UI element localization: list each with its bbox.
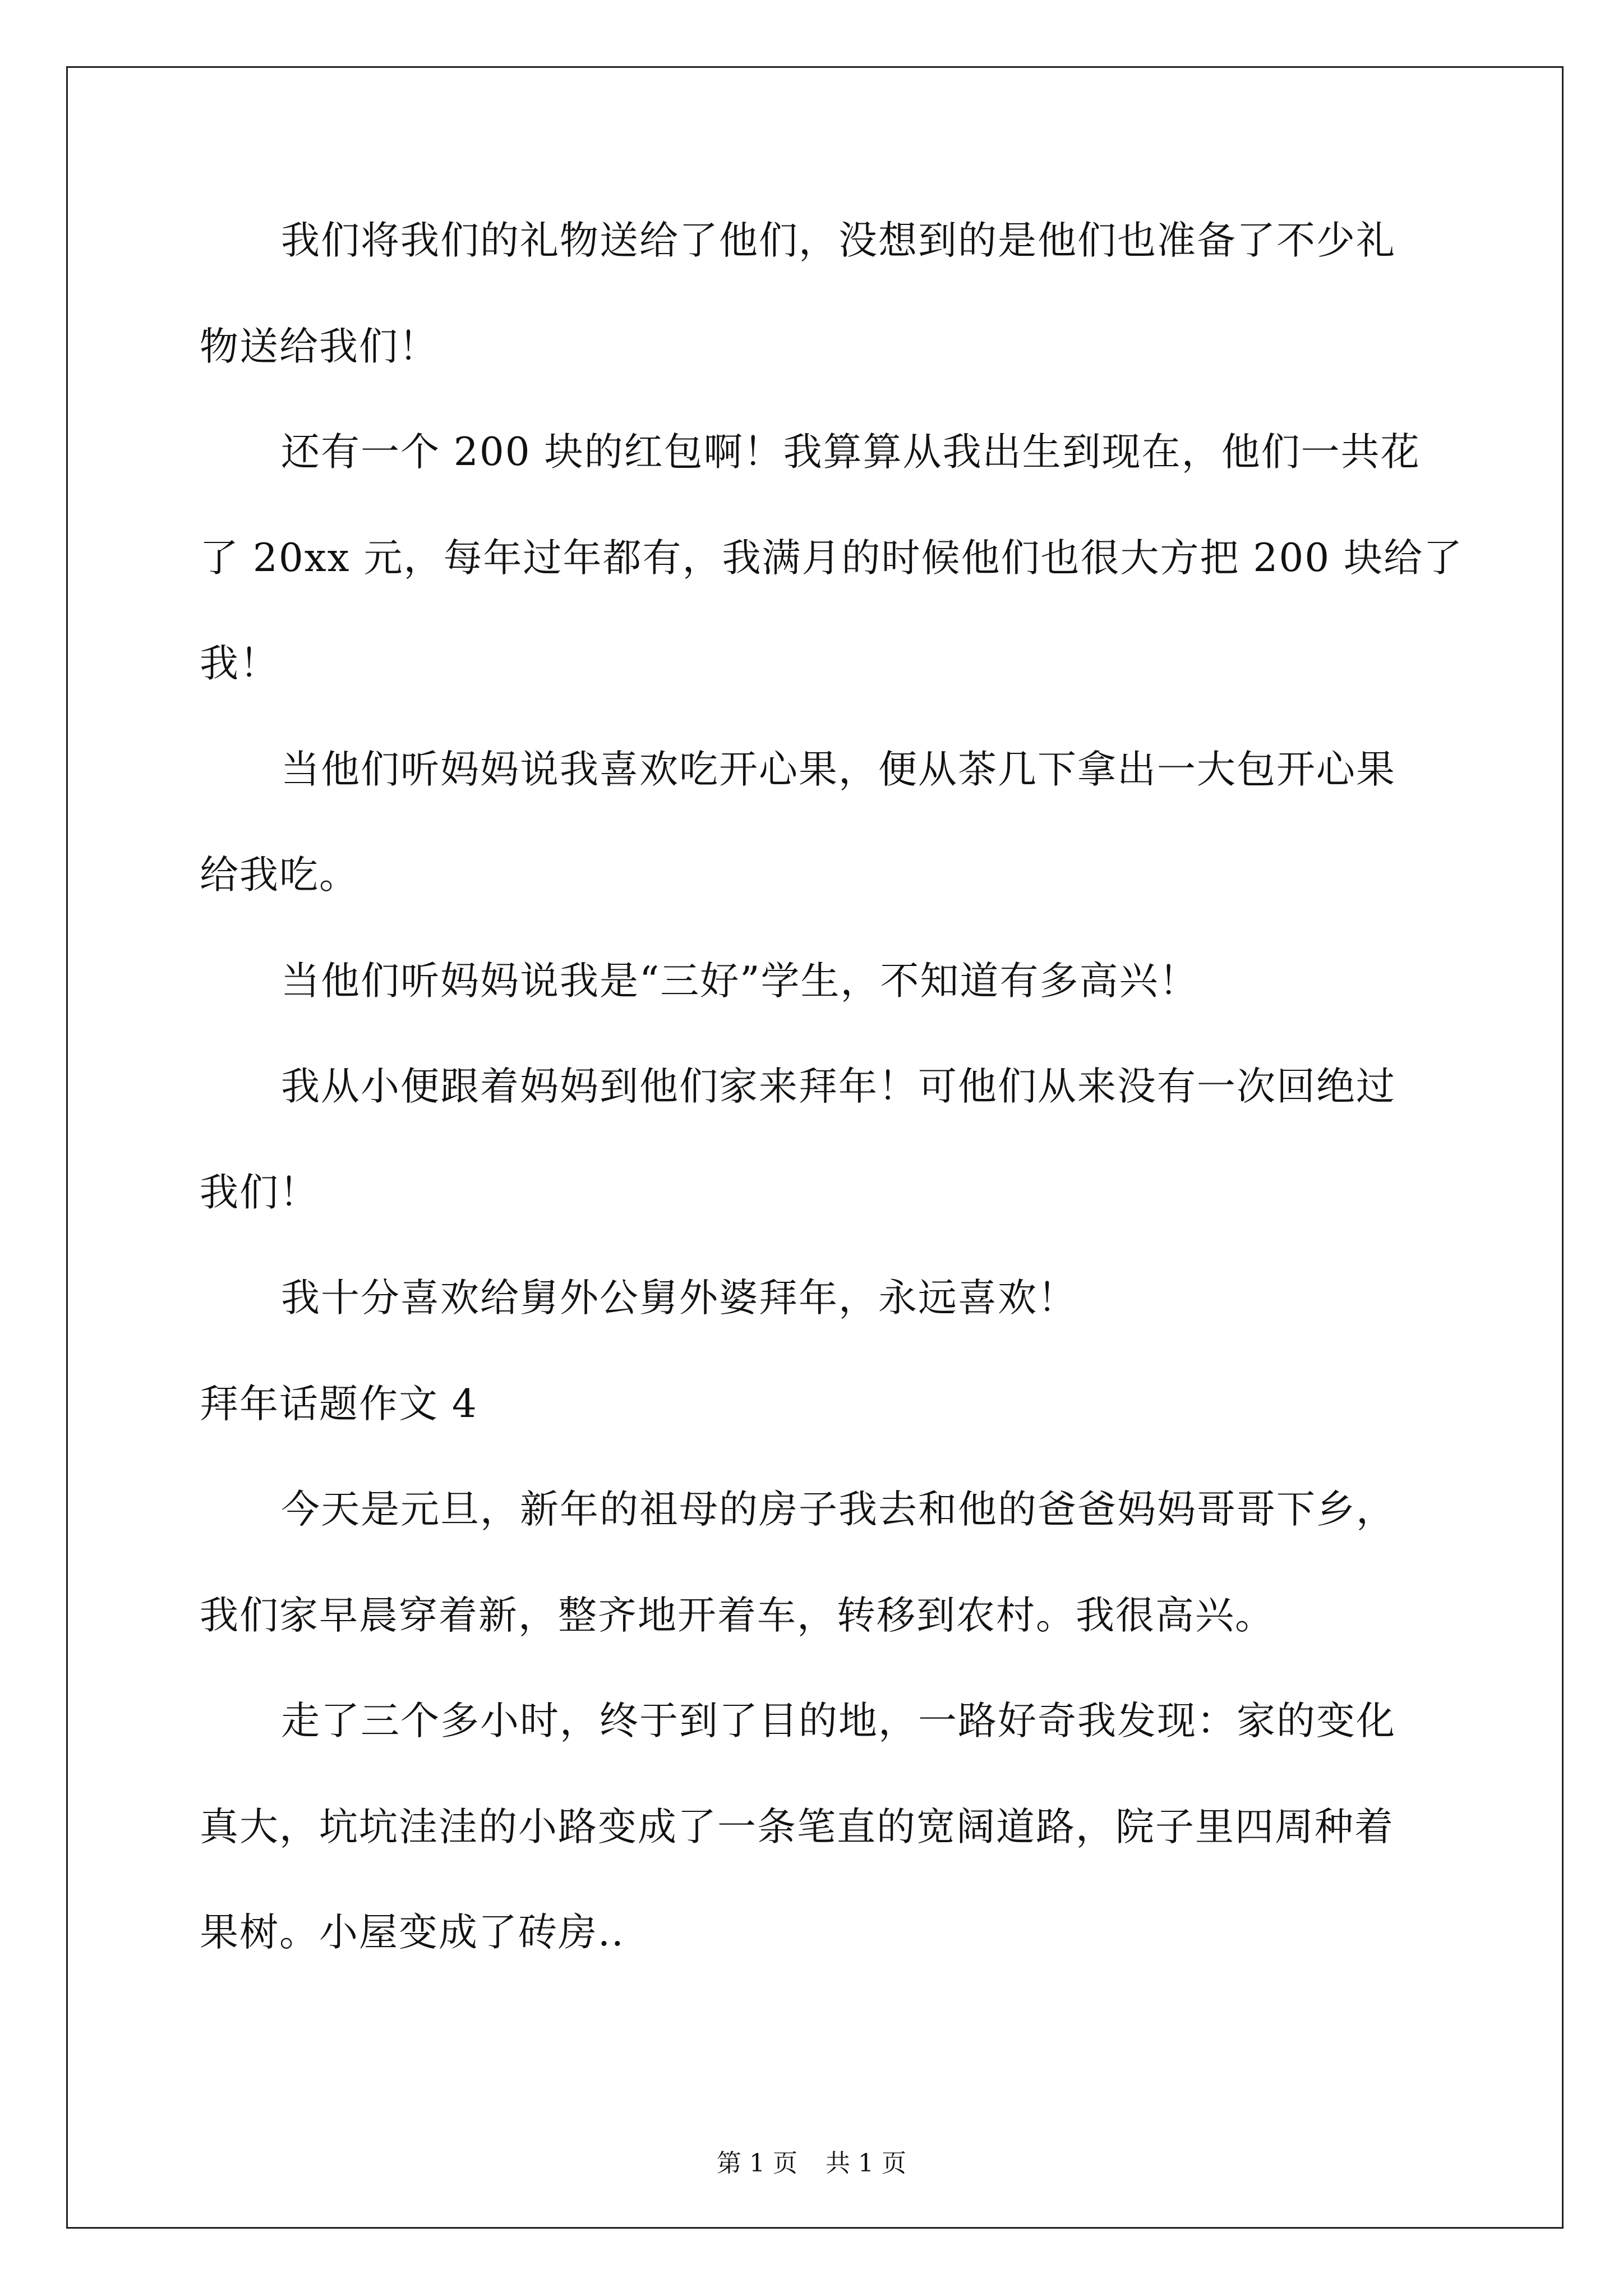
- document-body: [200, 218, 1464, 2019]
- page-total: 共 1 页: [826, 2149, 906, 2178]
- paragraph-line: 给我吃。: [200, 853, 359, 898]
- paragraph-line: 我！: [200, 641, 279, 686]
- paragraph-line: 今天是元旦，新年的祖母的房子我去和他的爸爸妈妈哥哥下乡，: [281, 1487, 1396, 1532]
- paragraph-line: 当他们听妈妈说我喜欢吃开心果，便从茶几下拿出一大包开心果: [281, 747, 1396, 792]
- paragraph-line: 果树。小屋变成了砖房..: [200, 1910, 625, 1955]
- page-footer: [0, 2151, 1623, 2176]
- page-number: 第 1 页: [717, 2149, 797, 2178]
- paragraph-line: 我们将我们的礼物送给了他们，没想到的是他们也准备了不少礼: [281, 218, 1396, 263]
- section-heading: 拜年话题作文 4: [200, 1381, 478, 1427]
- paragraph-line: 我们家早晨穿着新，整齐地开着车，转移到农村。我很高兴。: [200, 1593, 1275, 1638]
- paragraph-line: 当他们听妈妈说我是“三好”学生，不知道有多高兴！: [281, 958, 1199, 1004]
- paragraph-line: 我从小便跟着妈妈到他们家来拜年！可他们从来没有一次回绝过: [281, 1064, 1396, 1109]
- paragraph-line: 我十分喜欢给舅外公舅外婆拜年，永远喜欢！: [281, 1276, 1077, 1320]
- paragraph-line: 我们！: [200, 1170, 319, 1215]
- paragraph-line: 真大，坑坑洼洼的小路变成了一条笔直的宽阔道路，院子里四周种着: [200, 1804, 1394, 1849]
- paragraph-line: 走了三个多小时，终于到了目的地，一路好奇我发现：家的变化: [281, 1699, 1396, 1743]
- paragraph-line: 还有一个 200 块的红包啊！我算算从我出生到现在，他们一共花: [281, 430, 1421, 475]
- paragraph-line: 物送给我们！: [200, 324, 439, 369]
- paragraph-line: 了 20xx 元，每年过年都有，我满月的时候他们也很大方把 200 块给了: [200, 535, 1464, 581]
